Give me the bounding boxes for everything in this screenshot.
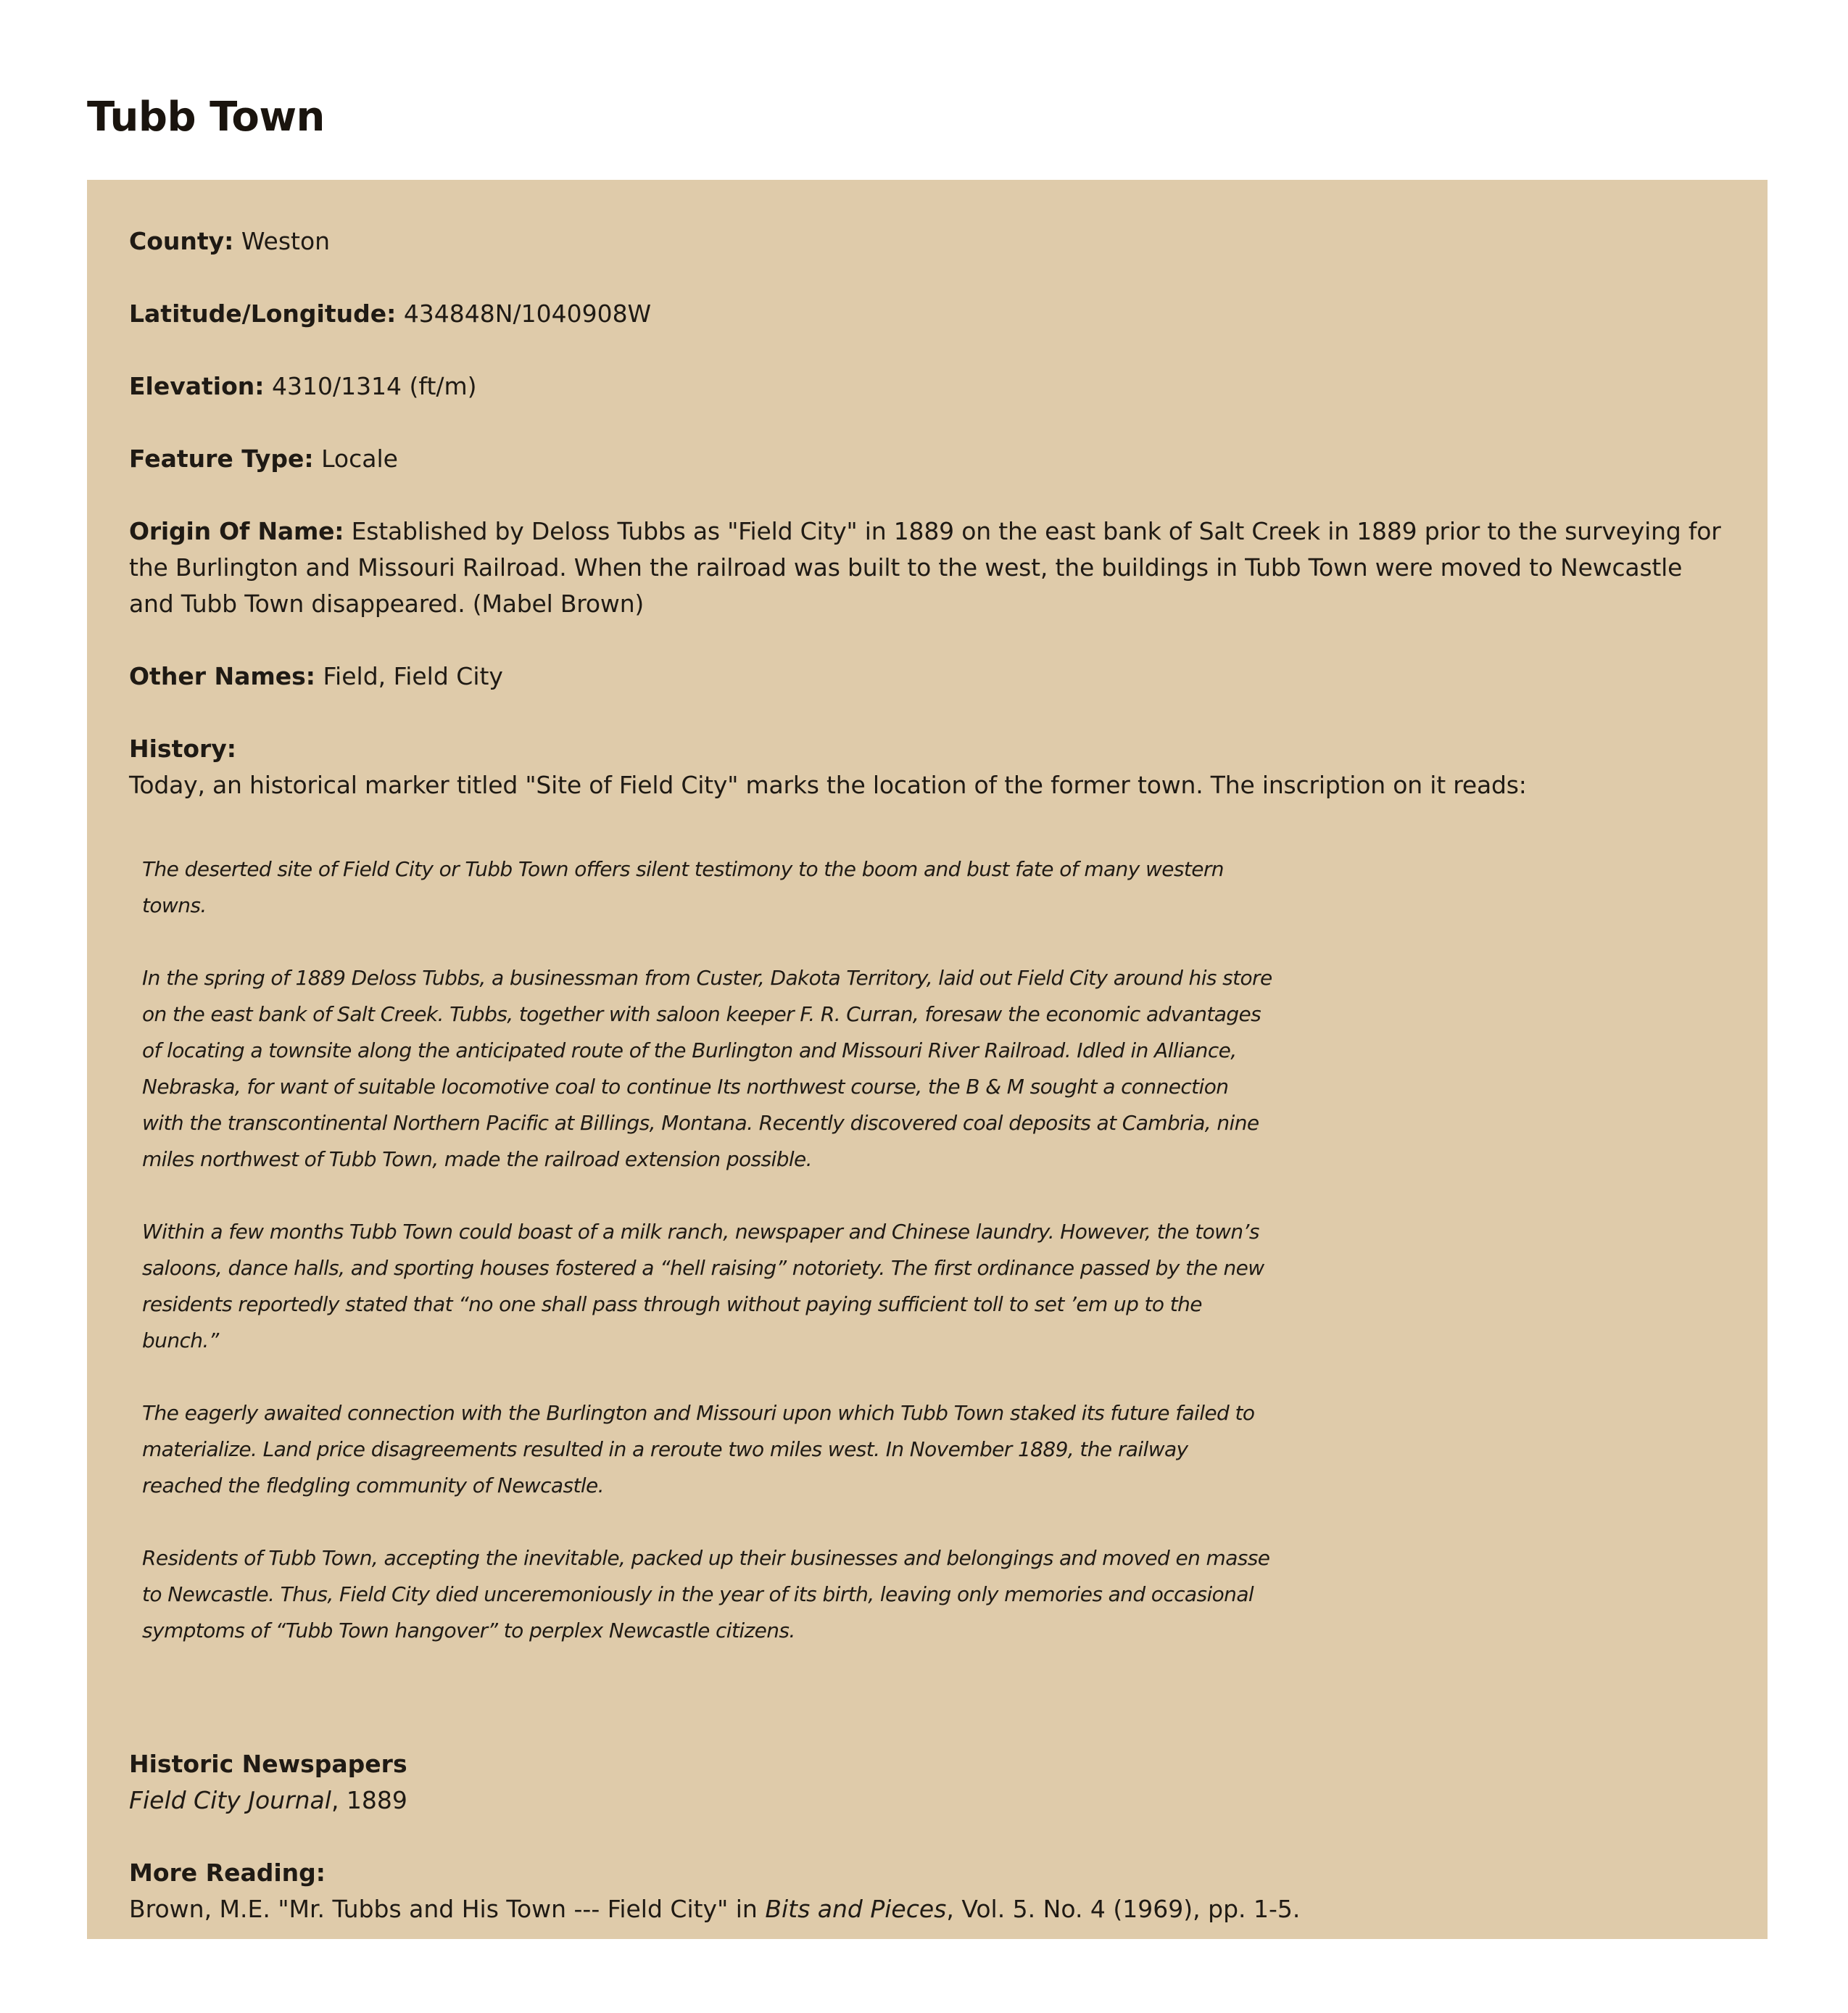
feature-type-label: Feature Type:	[129, 445, 314, 473]
reading-citation	[129, 1891, 1724, 1927]
more-reading-section	[129, 1855, 1724, 1927]
citation-publication: Bits and Pieces	[765, 1895, 947, 1923]
county-value: Weston	[241, 227, 331, 255]
latlon-value: 434848N/1040908W	[403, 299, 652, 328]
other-names-label: Other Names:	[129, 662, 315, 690]
more-reading-heading: More Reading:	[129, 1859, 326, 1887]
historic-newspapers-heading: Historic Newspapers	[129, 1750, 407, 1778]
elevation-label: Elevation:	[129, 372, 265, 400]
history-label: History:	[129, 735, 237, 763]
feature-type-value: Locale	[321, 445, 398, 473]
elevation-value: 4310/1314 (ft/m)	[271, 372, 477, 400]
origin-of-name-field	[129, 513, 1724, 622]
county-label: County:	[129, 227, 234, 255]
newspaper-year: , 1889	[331, 1786, 407, 1814]
origin-of-name-value: Established by Deloss Tubbs as "Field City" in 1889 on the east bank of Salt Creek in 1889 prior to the surveying for the Burlington and Missouri Railroad. When the railroad was built to the west, the buildings in Tubb Town were moved to Newcastle and Tubb Town disappeared. (Mabel Brown)	[129, 517, 1721, 618]
latlon-label: Latitude/Longitude:	[129, 299, 397, 328]
citation-suffix: , Vol. 5. No. 4 (1969), pp. 1-5.	[946, 1895, 1301, 1923]
origin-of-name-label: Origin Of Name:	[129, 517, 344, 545]
inscription-paragraph: In the spring of 1889 Deloss Tubbs, a businessman from Custer, Dakota Territory, laid out Field City around his store on the east bank of Salt Creek. Tubbs, together with saloon keeper F. R. Curran, foresaw the economic advantages of locating a townsite along the anticipated route of the Burlington and Missouri River Railroad. Idled in Alliance, Nebraska, for want of suitable locomotive coal to continue Its northwest course, the B & M sought a connection with the transcontinental Northern Pacific at Billings, Montana. Recently discovered coal deposits at Cambria, nine miles northwest of Tubb Town, made the railroad extension possible.	[142, 966, 1272, 1171]
newspaper-entry	[129, 1782, 1724, 1819]
info-panel	[87, 180, 1768, 1939]
inscription-paragraph: Within a few months Tubb Town could boast of a milk ranch, newspaper and Chinese laundry. However, the town’s saloons, dance halls, and sporting houses fostered a “hell raising” notoriety. The first ordinance passed by the new residents reportedly stated that “no one shall pass through without paying sufficient toll to set ’em up to the bunch.”	[142, 1220, 1264, 1352]
marker-inscription	[142, 851, 1273, 1649]
elevation-field	[129, 368, 1724, 405]
latlon-field	[129, 296, 1724, 332]
inscription-paragraph: The eagerly awaited connection with the Burlington and Missouri upon which Tubb Town staked its future failed to materialize. Land price disagreements resulted in a reroute two miles west. In November 1889, the railway reached the fledgling community of Newcastle.	[142, 1401, 1255, 1497]
other-names-field	[129, 658, 1724, 695]
inscription-paragraph: Residents of Tubb Town, accepting the inevitable, packed up their businesses and belongings and moved en masse to Newcastle. Thus, Field City died unceremoniously in the year of its birth, leaving only memories and occasional symptoms of “Tubb Town hangover” to perplex Newcastle citizens.	[142, 1546, 1270, 1642]
historic-newspapers-section	[129, 1746, 1724, 1819]
citation-prefix: Brown, M.E. "Mr. Tubbs and His Town --- Field City" in	[129, 1895, 766, 1923]
inscription-paragraph: The deserted site of Field City or Tubb Town offers silent testimony to the boom and bust fate of many western towns.	[142, 857, 1224, 917]
feature-type-field	[129, 441, 1724, 477]
history-intro: Today, an historical marker titled "Site of Field City" marks the location of the former town. The inscription on it reads:	[129, 771, 1527, 799]
newspaper-title: Field City Journal	[129, 1786, 331, 1814]
county-field	[129, 223, 1724, 260]
history-section	[129, 731, 1724, 1649]
page-title: Tubb Town	[87, 94, 325, 141]
other-names-value: Field, Field City	[323, 662, 503, 690]
